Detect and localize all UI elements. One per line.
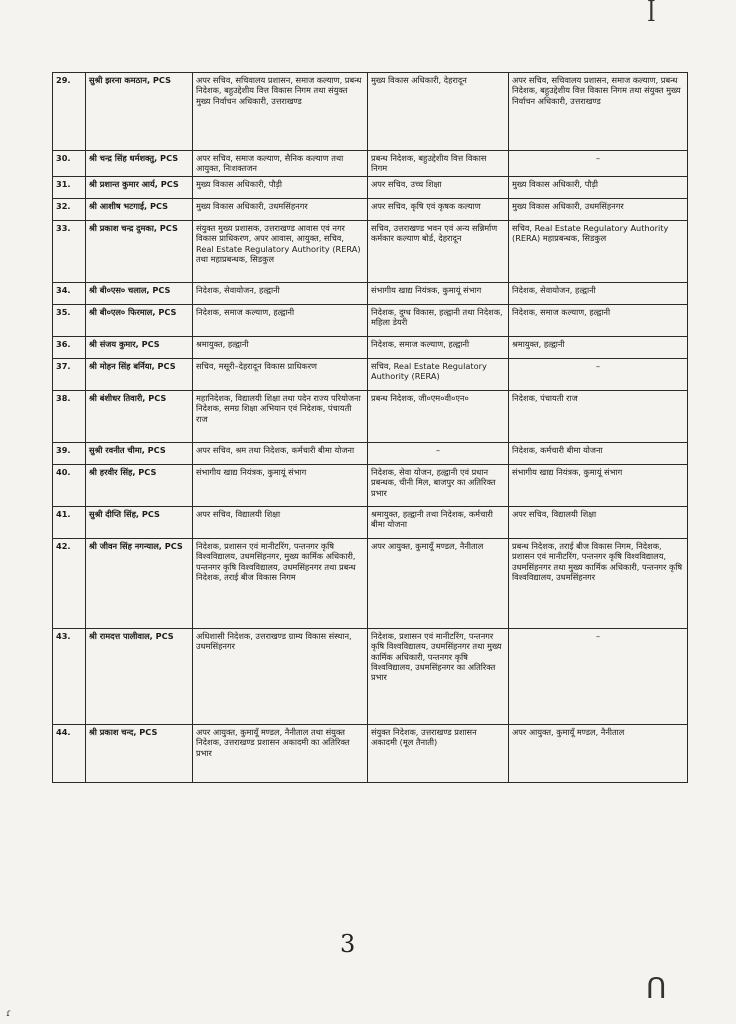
new-posting-cell: निदेशक, प्रशासन एवं मानीटरिंग, पन्तनगर कृषि विश्वविद्यालय, उधमसिंहनगर तथा मुख्य कार्मिक अधिकारी, पन्तनगर कृषि विश्वविद्यालय, उधमसिंहनगर का अतिरिक्त प्रभार bbox=[368, 628, 509, 724]
relieved-posting-cell: निदेशक, पंचायती राज bbox=[509, 390, 688, 442]
table-row bbox=[53, 724, 688, 782]
table-row bbox=[53, 151, 688, 177]
officer-name-cell: श्री रामदत्त पालीवाल, PCS bbox=[86, 628, 193, 724]
table-row bbox=[53, 220, 688, 282]
previous-posting-cell: निदेशक, प्रशासन एवं मानीटरिंग, पन्तनगर कृषि विश्वविद्यालय, उधमसिंहनगर, मुख्य कार्मिक अधिकारी, पन्तनगर कृषि विश्वविद्यालय, उधमसिंहनगर तथा प्रबन्ध निदेशक, तराई बीज विकास निगम bbox=[193, 538, 368, 628]
new-posting-cell: अपर आयुक्त, कुमायूँ मण्डल, नैनीताल bbox=[368, 538, 509, 628]
table-row bbox=[53, 390, 688, 442]
officer-name-cell: श्री चन्द्र सिंह धर्मशक्तु, PCS bbox=[86, 151, 193, 177]
table-row bbox=[53, 464, 688, 506]
table-row bbox=[53, 336, 688, 358]
new-posting-cell: सचिव, उत्तराखण्ड भवन एवं अन्य सन्निर्माण कर्मकार कल्याण बोर्ड, देहरादून bbox=[368, 220, 509, 282]
previous-posting-cell: अधिशासी निदेशक, उत्तराखण्ड ग्राम्य विकास संस्थान, उधमसिंहनगर bbox=[193, 628, 368, 724]
serial-number-cell: 44. bbox=[53, 724, 86, 782]
officer-name-cell: श्री बी०एस० चलाल, PCS bbox=[86, 282, 193, 304]
new-posting-cell: संयुक्त निदेशक, उत्तराखण्ड प्रशासन अकादमी (मूल तैनाती) bbox=[368, 724, 509, 782]
officer-name-cell: सुश्री दीप्ति सिंह, PCS bbox=[86, 506, 193, 538]
new-posting-cell: मुख्य विकास अधिकारी, देहरादून bbox=[368, 73, 509, 151]
officer-name-cell: श्री प्रशान्त कुमार आर्य, PCS bbox=[86, 176, 193, 198]
relieved-posting-cell: – bbox=[509, 628, 688, 724]
new-posting-cell: प्रबन्ध निदेशक, बहुउद्देशीय वित्त विकास निगम bbox=[368, 151, 509, 177]
new-posting-cell: अपर सचिव, कृषि एवं कृषक कल्याण bbox=[368, 198, 509, 220]
relieved-posting-cell: निदेशक, सेवायोजन, हल्द्वानी bbox=[509, 282, 688, 304]
previous-posting-cell: महानिदेशक, विद्यालयी शिक्षा तथा पदेन राज्य परियोजना निदेशक, समग्र शिक्षा अभियान एवं निदेशक, पंचायती राज bbox=[193, 390, 368, 442]
previous-posting-cell: निदेशक, समाज कल्याण, हल्द्वानी bbox=[193, 304, 368, 336]
table-row bbox=[53, 358, 688, 390]
new-posting-cell: प्रबन्ध निदेशक, जी०एम०वी०एन० bbox=[368, 390, 509, 442]
new-posting-cell: संभागीय खाद्य नियंत्रक, कुमायूं संभाग bbox=[368, 282, 509, 304]
serial-number-cell: 38. bbox=[53, 390, 86, 442]
serial-number-cell: 37. bbox=[53, 358, 86, 390]
previous-posting-cell: श्रमायुक्त, हल्द्वानी bbox=[193, 336, 368, 358]
serial-number-cell: 41. bbox=[53, 506, 86, 538]
relieved-posting-cell: निदेशक, समाज कल्याण, हल्द्वानी bbox=[509, 304, 688, 336]
table-row bbox=[53, 304, 688, 336]
officer-name-cell: सुश्री झरना कमठान, PCS bbox=[86, 73, 193, 151]
serial-number-cell: 36. bbox=[53, 336, 86, 358]
table-row bbox=[53, 506, 688, 538]
previous-posting-cell: अपर सचिव, श्रम तथा निदेशक, कर्मचारी बीमा योजना bbox=[193, 442, 368, 464]
officer-name-cell: श्री प्रकाश चन्द्र दुमका, PCS bbox=[86, 220, 193, 282]
officer-name-cell: श्री संजय कुमार, PCS bbox=[86, 336, 193, 358]
serial-number-cell: 40. bbox=[53, 464, 86, 506]
table-row bbox=[53, 628, 688, 724]
officer-name-cell: सुश्री रवनीत चीमा, PCS bbox=[86, 442, 193, 464]
relieved-posting-cell: सचिव, Real Estate Regulatory Authority (RERA) महाप्रबन्धक, सिडकुल bbox=[509, 220, 688, 282]
new-posting-cell: – bbox=[368, 442, 509, 464]
handwritten-initial: ᑎ bbox=[646, 972, 667, 1005]
serial-number-cell: 30. bbox=[53, 151, 86, 177]
table-body bbox=[53, 73, 688, 783]
previous-posting-cell: मुख्य विकास अधिकारी, उधमसिंहनगर bbox=[193, 198, 368, 220]
officer-name-cell: श्री बंशीधर तिवारी, PCS bbox=[86, 390, 193, 442]
handwritten-mark-top: ꟾ bbox=[647, 2, 656, 27]
serial-number-cell: 43. bbox=[53, 628, 86, 724]
serial-number-cell: 35. bbox=[53, 304, 86, 336]
officer-name-cell: श्री हरवीर सिंह, PCS bbox=[86, 464, 193, 506]
previous-posting-cell: संयुक्त मुख्य प्रशासक, उत्तराखण्ड आवास एवं नगर विकास प्राधिकरण, अपर आवास, आयुक्त, सचिव, Real Estate Regulatory Authority (RERA) तथा महाप्रबन्धक, सिडकुल bbox=[193, 220, 368, 282]
relieved-posting-cell: श्रमायुक्त, हल्द्वानी bbox=[509, 336, 688, 358]
officer-name-cell: श्री जीवन सिंह नगन्याल, PCS bbox=[86, 538, 193, 628]
table-row bbox=[53, 538, 688, 628]
new-posting-cell: श्रमायुक्त, हल्द्वानी तथा निदेशक, कर्मचारी बीमा योजना bbox=[368, 506, 509, 538]
table-row bbox=[53, 73, 688, 151]
relieved-posting-cell: संभागीय खाद्य नियंत्रक, कुमायूं संभाग bbox=[509, 464, 688, 506]
previous-posting-cell: सचिव, मसूरी–देहरादून विकास प्राधिकरण bbox=[193, 358, 368, 390]
previous-posting-cell: निदेशक, सेवायोजन, हल्द्वानी bbox=[193, 282, 368, 304]
officer-name-cell: श्री मोहन सिंह बर्निया, PCS bbox=[86, 358, 193, 390]
previous-posting-cell: मुख्य विकास अधिकारी, पौड़ी bbox=[193, 176, 368, 198]
previous-posting-cell: अपर सचिव, सचिवालय प्रशासन, समाज कल्याण, प्रबन्ध निदेशक, बहुउद्देशीय वित्त विकास निगम तथा संयुक्त मुख्य निर्वाचन अधिकारी, उत्तराखण्ड bbox=[193, 73, 368, 151]
new-posting-cell: निदेशक, सेवा योजन, हल्द्वानी एवं प्रधान प्रबन्धक, चीनी मिल, बाजपुर का अतिरिक्त प्रभार bbox=[368, 464, 509, 506]
table-row bbox=[53, 176, 688, 198]
transfer-table bbox=[52, 72, 688, 783]
relieved-posting-cell: अपर सचिव, विद्यालयी शिक्षा bbox=[509, 506, 688, 538]
previous-posting-cell: अपर सचिव, विद्यालयी शिक्षा bbox=[193, 506, 368, 538]
serial-number-cell: 32. bbox=[53, 198, 86, 220]
serial-number-cell: 31. bbox=[53, 176, 86, 198]
new-posting-cell: निदेशक, समाज कल्याण, हल्द्वानी bbox=[368, 336, 509, 358]
serial-number-cell: 42. bbox=[53, 538, 86, 628]
new-posting-cell: निदेशक, दुग्ध विकास, हल्द्वानी तथा निदेशक, महिला डेयरी bbox=[368, 304, 509, 336]
previous-posting-cell: अपर आयुक्त, कुमायूँ मण्डल, नैनीताल तथा संयुक्त निदेशक, उत्तराखण्ड प्रशासन अकादमी का अतिरिक्त प्रभार bbox=[193, 724, 368, 782]
officer-name-cell: श्री आशीष भटगाई, PCS bbox=[86, 198, 193, 220]
previous-posting-cell: संभागीय खाद्य नियंत्रक, कुमायूं संभाग bbox=[193, 464, 368, 506]
new-posting-cell: अपर सचिव, उच्च शिक्षा bbox=[368, 176, 509, 198]
relieved-posting-cell: मुख्य विकास अधिकारी, पौड़ी bbox=[509, 176, 688, 198]
relieved-posting-cell: निदेशक, कर्मचारी बीमा योजना bbox=[509, 442, 688, 464]
serial-number-cell: 29. bbox=[53, 73, 86, 151]
officer-name-cell: श्री बी०एल० फिरमाल, PCS bbox=[86, 304, 193, 336]
table-row bbox=[53, 198, 688, 220]
relieved-posting-cell: मुख्य विकास अधिकारी, उधमसिंहनगर bbox=[509, 198, 688, 220]
relieved-posting-cell: – bbox=[509, 358, 688, 390]
table-row bbox=[53, 282, 688, 304]
relieved-posting-cell: – bbox=[509, 151, 688, 177]
page-number: 3 bbox=[340, 930, 356, 958]
table-row bbox=[53, 442, 688, 464]
new-posting-cell: सचिव, Real Estate Regulatory Authority (RERA) bbox=[368, 358, 509, 390]
relieved-posting-cell: अपर सचिव, सचिवालय प्रशासन, समाज कल्याण, प्रबन्ध निदेशक, बहुउद्देशीय वित्त विकास निगम तथा संयुक्त मुख्य निर्वाचन अधिकारी, उत्तराखण्ड bbox=[509, 73, 688, 151]
relieved-posting-cell: अपर आयुक्त, कुमायूँ मण्डल, नैनीताल bbox=[509, 724, 688, 782]
edge-mark: ɾ bbox=[6, 1008, 12, 1019]
officer-name-cell: श्री प्रकाश चन्द, PCS bbox=[86, 724, 193, 782]
serial-number-cell: 34. bbox=[53, 282, 86, 304]
serial-number-cell: 39. bbox=[53, 442, 86, 464]
serial-number-cell: 33. bbox=[53, 220, 86, 282]
relieved-posting-cell: प्रबन्ध निदेशक, तराई बीज विकास निगम, निदेशक, प्रशासन एवं मानीटरिंग, पन्तनगर कृषि विश्वविद्यालय, उधमसिंहनगर तथा मुख्य कार्मिक अधिकारी, पन्तनगर कृषि विश्वविद्यालय, उधमसिंहनगर bbox=[509, 538, 688, 628]
previous-posting-cell: अपर सचिव, समाज कल्याण, सैनिक कल्याण तथा आयुक्त, निःशक्तजन bbox=[193, 151, 368, 177]
